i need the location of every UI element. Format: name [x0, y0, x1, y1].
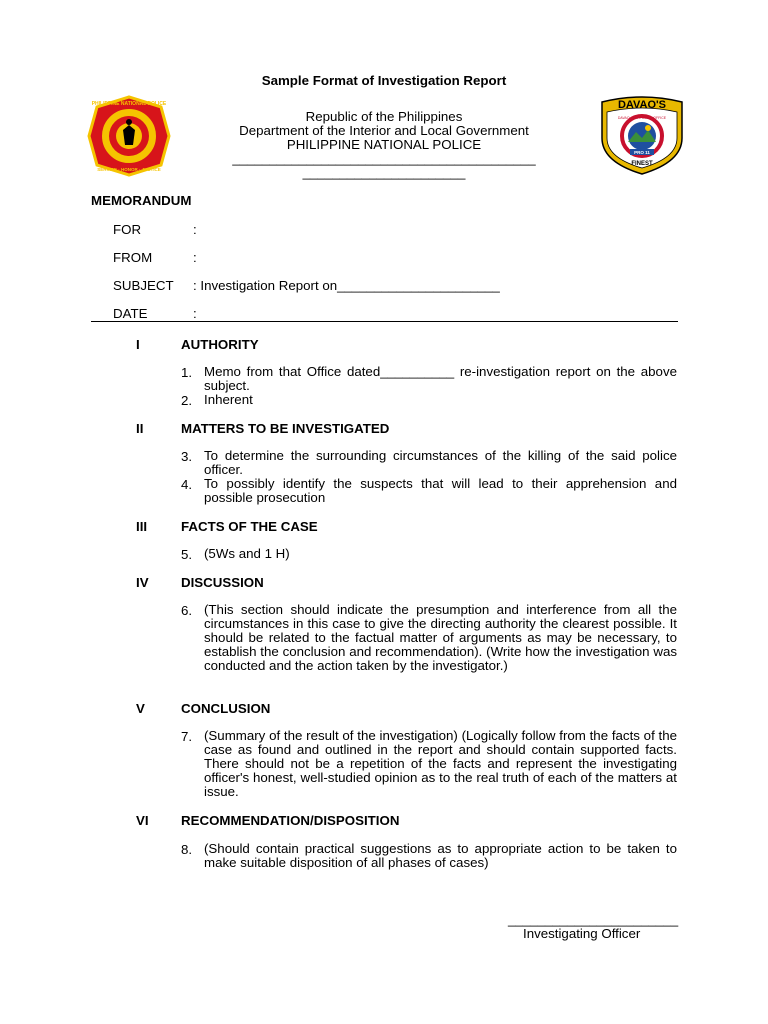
pnp-seal-logo [83, 95, 175, 177]
section-3-title: FACTS OF THE CASE [181, 519, 318, 534]
item-1-text: Memo from that Office dated__________ re-investigation report on the above subject. [204, 364, 677, 393]
letterhead-line-5: ______________________ [302, 165, 466, 180]
section-3-numeral: III [136, 519, 148, 534]
section-1-title: AUTHORITY [181, 337, 259, 352]
letterhead-line-4: _________________________________________ [232, 151, 536, 166]
for-colon: : [193, 222, 197, 237]
davao-ring-text: DAVAO CITY POLICE OFFICE [617, 116, 667, 120]
davao-ribbon-text: PRO 11 [634, 150, 650, 155]
section-1-numeral: I [136, 337, 140, 352]
item-6-text: (This section should indicate the presumption and interference from all the circumstances in this case to give the directing authority the clearest possible. It should be related to the factual matter of arguments as may be necessary, to establish the conclusion and recommendation). (Write how the investigation was conducted and the action taken by the investigator.) [204, 602, 677, 673]
item-1-number: 1. [181, 365, 193, 380]
item-2-number: 2. [181, 393, 193, 408]
davao-bottom-text: FINEST [631, 161, 653, 167]
section-4-title: DISCUSSION [181, 575, 264, 590]
section-2-numeral: II [136, 421, 144, 436]
letterhead-line-2: Department of the Interior and Local Government [239, 123, 529, 138]
section-6-title: RECOMMENDATION/DISPOSITION [181, 813, 400, 828]
item-8-text: (Should contain practical suggestions as to appropriate action to be taken to make suitable disposition of all phases of cases) [204, 841, 677, 870]
document-title: Sample Format of Investigation Report [261, 73, 507, 88]
signature-label: Investigating Officer [523, 926, 641, 941]
section-6-numeral: VI [136, 813, 149, 828]
from-colon: : [193, 250, 197, 265]
subject-label: SUBJECT [113, 278, 174, 293]
section-2-title: MATTERS TO BE INVESTIGATED [181, 421, 390, 436]
letterhead-line-3: PHILIPPINE NATIONAL POLICE [286, 137, 482, 152]
item-8-number: 8. [181, 842, 193, 857]
header-divider [91, 321, 678, 322]
davao-top-text: DAVAO'S [617, 99, 667, 111]
letterhead [184, 110, 584, 180]
section-5-title: CONCLUSION [181, 701, 271, 716]
item-3-text: To determine the surrounding circumstances of the killing of the said police officer. [204, 448, 677, 477]
pnp-seal-top-text: PHILIPPINE NATIONAL POLICE [91, 101, 167, 107]
letterhead-line-1: Republic of the Philippines [305, 109, 463, 124]
item-5-text: (5Ws and 1 H) [204, 546, 290, 561]
memorandum-title: MEMORANDUM [91, 193, 192, 208]
item-2-text: Inherent [204, 392, 253, 407]
item-5-number: 5. [181, 547, 193, 562]
davao-finest-logo [596, 94, 688, 176]
item-4-text: To possibly identify the suspects that will lead to their apprehension and possible prosecution [204, 476, 677, 505]
section-5-numeral: V [136, 701, 145, 716]
section-4-numeral: IV [136, 575, 149, 590]
date-colon: : [193, 306, 197, 321]
item-4-number: 4. [181, 477, 193, 492]
pnp-seal-bottom-text: SERVICE · HONOR · JUSTICE [97, 167, 161, 172]
item-7-text: (Summary of the result of the investigation) (Logically follow from the facts of the case as found and outlined in the report and should contain supported facts. There should not be a repetition of the facts and represent the investigating officer's honest, well-studied opinion as to the real truth of each of the matters at issue. [204, 728, 677, 799]
for-label: FOR [113, 222, 142, 237]
from-label: FROM [113, 250, 153, 265]
subject-value: : Investigation Report on______________________ [193, 278, 500, 293]
item-6-number: 6. [181, 603, 193, 618]
item-3-number: 3. [181, 449, 193, 464]
item-7-number: 7. [181, 729, 193, 744]
signature-line: _______________________ [508, 912, 679, 927]
date-label: DATE [113, 306, 148, 321]
